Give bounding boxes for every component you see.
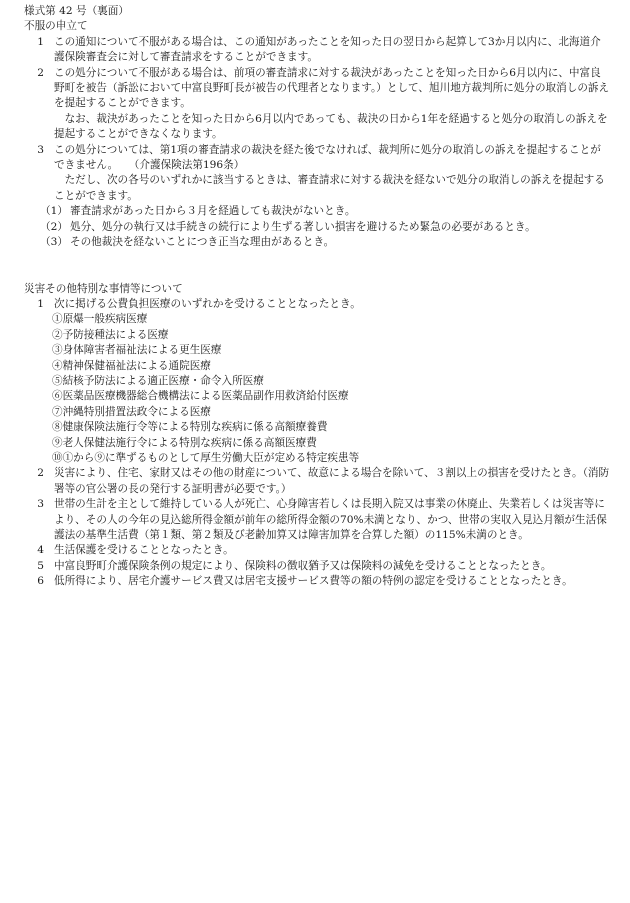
medical-list-item: ⑤結核予防法による適正医療・命令入所医療 bbox=[52, 374, 264, 387]
item-number: 1 bbox=[37, 35, 44, 48]
item-text: 中富良野町介護保険条例の規定により、保険料の徴収猶予又は保険料の減免を受けることとなったとき。 bbox=[54, 559, 552, 572]
item-text: 生活保護を受けることとなったとき。 bbox=[54, 544, 234, 557]
item-text: なお、裁決があったことを知った日から6月以内であっても、裁決の日から1年を経過すると処分の取消しの訴えを提起することができなくなります。 bbox=[54, 112, 608, 141]
disaster-item-1 bbox=[24, 297, 610, 312]
appeal-item-3-proviso bbox=[24, 173, 610, 204]
disaster-item-4 bbox=[24, 543, 610, 558]
item-number: 2 bbox=[37, 66, 44, 79]
sub-item-text: 処分、処分の執行又は手続きの続行により生ずる著しい損害を避けるため緊急の必要があるとき。 bbox=[70, 220, 536, 233]
disaster-item-6 bbox=[24, 574, 610, 589]
disaster-item-2 bbox=[24, 466, 610, 497]
item-number: 6 bbox=[37, 575, 44, 588]
sub-item-number: （1） bbox=[40, 205, 68, 218]
medical-list-item: ①原爆一般疾病医療 bbox=[52, 313, 148, 326]
item-number: 3 bbox=[37, 498, 44, 511]
appeal-sub-item-1 bbox=[24, 204, 610, 219]
sub-item-number: （3） bbox=[40, 236, 68, 249]
medical-list-item: ②予防接種法による医療 bbox=[52, 328, 169, 341]
item-text: 世帯の生計を主として維持している人が死亡、心身障害若しくは長期入院又は事業の休廃止、失業若しくは災害等により、その人の今年の見込総所得金額が前年の総所得金額の70%未満となり、かつ、世帯の実収入見込月額が生活保護法の基準生活費（第１類、第２類及び老齢加算又は障害加算を合算した額）の115%未満のとき。 bbox=[54, 498, 607, 541]
medical-list-item: ④精神保健福祉法による通院医療 bbox=[52, 359, 211, 372]
item-text: 次に掲げる公費負担医療のいずれかを受けることとなったとき。 bbox=[54, 297, 361, 310]
item-text: この通知について不服がある場合は、この通知があったことを知った日の翌日から起算して3か月以内に、北海道介護保険審査会に対して審査請求をすることができます。 bbox=[54, 35, 601, 64]
medical-list-item: ③身体障害者福祉法による更生医療 bbox=[52, 344, 222, 357]
item-text: この処分については、第1項の審査請求の裁決を経た後でなければ、裁判所に処分の取消しの訴えを提起することができません。 （介護保険法第196条） bbox=[54, 143, 601, 172]
item-number: 4 bbox=[37, 544, 44, 557]
appeal-sub-item-3 bbox=[24, 235, 610, 250]
item-number: 3 bbox=[37, 143, 44, 156]
item-number bbox=[24, 112, 54, 143]
appeal-item-2 bbox=[24, 66, 610, 112]
sub-item-text: 審査請求があった日から３月を経過しても裁決がないとき。 bbox=[70, 205, 356, 218]
medical-list-item: ⑩①から⑨に準ずるものとして厚生労働大臣が定める特定疾患等 bbox=[52, 451, 360, 464]
item-number: 5 bbox=[37, 559, 44, 572]
medical-list bbox=[24, 312, 610, 466]
appeal-item-2-note bbox=[24, 112, 610, 143]
disaster-item-3 bbox=[24, 497, 610, 543]
appeal-item-3 bbox=[24, 143, 610, 174]
item-text: この処分について不服がある場合は、前項の審査請求に対する裁決があったことを知った日から6月以内に、中富良野町を被告（訴訟において中富良野町長が被告の代理者となります。）として、旭川地方裁判所に処分の取消しの訴えを提起することができます。 bbox=[54, 66, 610, 110]
item-number: 1 bbox=[37, 297, 44, 310]
item-text: 低所得により、居宅介護サービス費又は居宅支援サービス費等の額の特例の認定を受けることとなったとき。 bbox=[54, 575, 573, 588]
disaster-item-5 bbox=[24, 559, 610, 574]
disaster-heading: 災害その他特別な事情等について bbox=[24, 282, 183, 295]
appeal-item-1 bbox=[24, 35, 610, 66]
medical-list-item: ⑥医薬品医療機器総合機構法による医薬品副作用救済給付医療 bbox=[52, 390, 349, 403]
section-spacer bbox=[24, 251, 610, 282]
form-number: 様式第 42 号（裏面） bbox=[24, 5, 129, 17]
medical-list-item: ⑨老人保健法施行令による特別な疾病に係る高額医療費 bbox=[52, 436, 317, 449]
sub-item-text: その他裁決を経ないことにつき正当な理由があるとき。 bbox=[70, 236, 335, 249]
medical-list-item: ⑧健康保険法施行令等による特別な疾病に係る高額療養費 bbox=[52, 421, 328, 434]
item-number bbox=[24, 173, 54, 204]
appeal-sub-item-2 bbox=[24, 220, 610, 235]
sub-item-number: （2） bbox=[40, 220, 68, 233]
item-text: ただし、次の各号のいずれかに該当するときは、審査請求に対する裁決を経ないで処分の取消しの訴えを提起することができます。 bbox=[54, 174, 605, 202]
item-number: 2 bbox=[37, 467, 44, 480]
appeal-heading: 不服の申立て bbox=[24, 20, 88, 33]
medical-list-item: ⑦沖縄特別措置法政令による医療 bbox=[52, 405, 211, 418]
item-text: 災害により、住宅、家財又はその他の財産について、故意による場合を除いて、３割以上の損害を受けたとき。（消防署等の官公署の長の発行する証明書が必要です。） bbox=[54, 467, 610, 495]
